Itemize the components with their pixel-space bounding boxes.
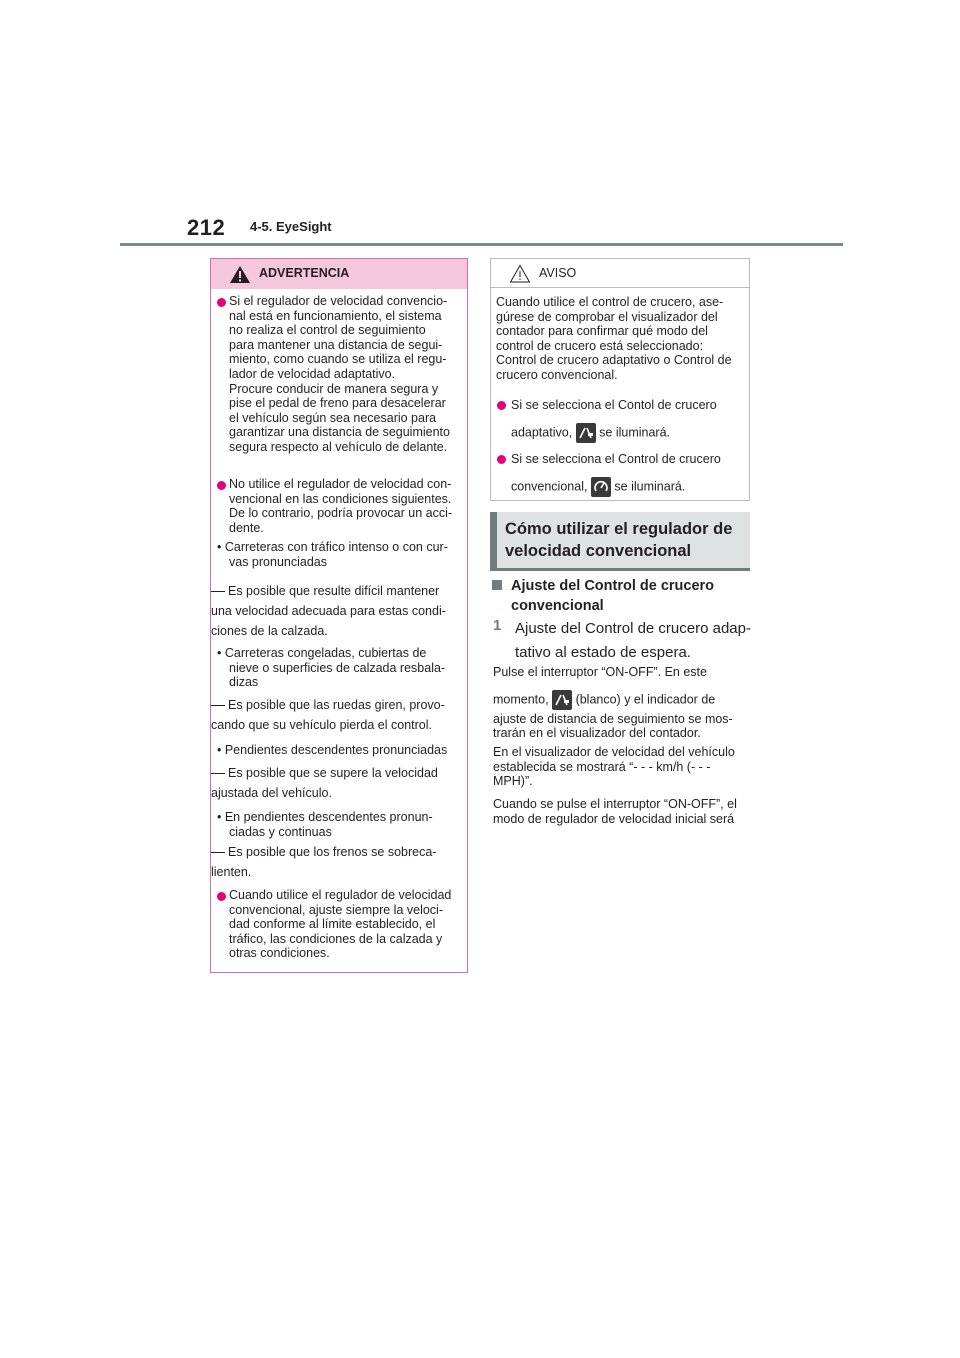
bullet-icon	[497, 455, 506, 464]
warning-sub-2: • Carreteras congeladas, cubiertas de nieve o superficies de calzada resbala- dizas	[217, 646, 446, 690]
square-bullet-icon	[492, 580, 502, 590]
notice-bullet-1: Si se selecciona el Contol de crucero adaptativo, se iluminará.	[511, 398, 717, 443]
subheading: Ajuste del Control de crucero convencional	[511, 578, 715, 614]
warning-sub-4: • En pendientes descendentes pronun- ciadas y continuas	[217, 810, 433, 839]
section-heading	[490, 512, 750, 571]
bullet-icon	[217, 892, 226, 901]
warning-triangle-icon	[229, 265, 251, 284]
conventional-cruise-indicator-icon	[591, 477, 611, 497]
warning-detail-1: Es posible que resulte difícil mantener una velocidad adecuada para estas condi- ciones de la calzada.	[211, 584, 446, 638]
paragraph-1: Pulse el interruptor “ON-OFF”. En este momento, (blanco) y el indicador de ajuste de distancia de seguimiento se mos- trarán en el visualizador del contador.	[493, 665, 733, 741]
warning-bullet-3: Cuando utilice el regulador de velocidad convencional, ajuste siempre la veloci- dad conforme al límite establecido, el tráfico, las condiciones de la calzada y otras condiciones.	[229, 888, 452, 961]
bullet-icon	[217, 298, 226, 307]
step-number: 1	[493, 617, 502, 634]
step-text: Ajuste del Control de crucero adap- tativo al estado de espera.	[515, 620, 751, 661]
warning-header	[211, 259, 467, 289]
notice-bullet-2: Si se selecciona el Control de crucero convencional, se iluminará.	[511, 452, 721, 497]
adaptive-cruise-indicator-icon	[552, 690, 572, 710]
warning-sub-1: • Carreteras con tráfico intenso o con cur- vas pronunciadas	[217, 540, 448, 569]
warning-title: ADVERTENCIA	[259, 266, 350, 280]
warning-detail-4: Es posible que los frenos se sobreca- lienten.	[211, 845, 437, 879]
notice-box	[490, 258, 750, 501]
warning-box	[210, 258, 468, 973]
paragraph-2: En el visualizador de velocidad del vehículo establecida se mostrará “- - - km/h (- - - MPH)”.	[493, 745, 735, 789]
paragraph-3: Cuando se pulse el interruptor “ON-OFF”, el modo de regulador de velocidad inicial será	[493, 797, 737, 826]
adaptive-cruise-indicator-icon	[576, 423, 596, 443]
bullet-icon	[217, 481, 226, 490]
notice-intro: Cuando utilice el control de crucero, ase- gúrese de comprobar el visualizador del contador para confirmar qué modo del control de crucero está seleccionado: Control de crucero adaptativo o Control de crucero convencional.	[496, 295, 732, 382]
warning-detail-3: Es posible que se supere la velocidad ajustada del vehículo.	[211, 766, 438, 800]
warning-detail-2: Es posible que las ruedas giren, provo- cando que su vehículo pierda el control.	[211, 698, 445, 732]
bullet-icon	[497, 401, 506, 410]
warning-bullet-2: No utilice el regulador de velocidad con- vencional en las condiciones siguientes. De lo contrario, podría provocar un acci- dente.	[229, 477, 453, 535]
heading-text: Cómo utilizar el regulador de velocidad convencional	[505, 520, 733, 560]
page-number: 212	[187, 215, 226, 240]
section-title: 4-5. EyeSight	[250, 219, 332, 234]
warning-bullet-1: Si el regulador de velocidad convencio- nal está en funcionamiento, el sistema no realiza el control de seguimiento para mantener una distancia de segui- miento, como cuando se utiliza el regu- lador de velocidad adaptativo. Procure conducir de manera segura y pise el pedal de freno para desacelerar el vehículo según sea necesario para garantizar una distancia de seguimiento segura respecto al vehículo de delante.	[229, 294, 450, 454]
notice-title: AVISO	[539, 266, 577, 280]
header-rule	[120, 243, 843, 246]
caution-triangle-icon	[509, 264, 531, 283]
notice-header	[491, 259, 749, 288]
heading-bar	[490, 512, 497, 571]
warning-sub-3: • Pendientes descendentes pronunciadas	[217, 743, 448, 757]
